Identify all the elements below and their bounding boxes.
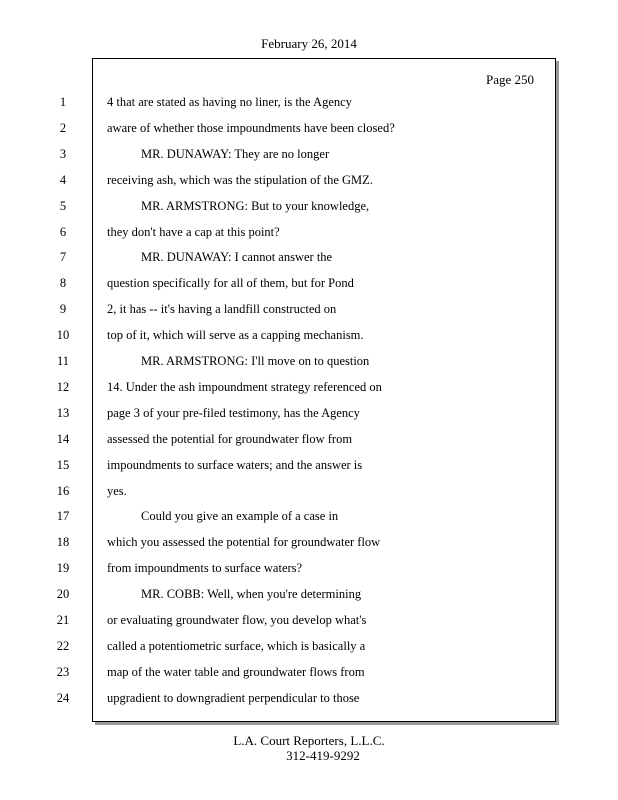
line-text: called a potentiometric surface, which is basically a — [107, 638, 366, 653]
line-text: page 3 of your pre-filed testimony, has the Agency — [107, 405, 360, 420]
line-number: 2 — [59, 120, 67, 135]
line-number: 13 — [56, 405, 70, 420]
line-number: 5 — [59, 198, 67, 213]
line-text: which you assessed the potential for groundwater flow — [107, 535, 381, 550]
footer-phone: 312-419-9292 — [286, 748, 360, 763]
line-text: or evaluating groundwater flow, you develop what's — [107, 613, 367, 627]
line-text: map of the water table and groundwater flows from — [107, 664, 365, 679]
line-number: 1 — [59, 95, 67, 109]
line-number: 17 — [56, 509, 70, 524]
line-number: 6 — [59, 224, 67, 239]
line-text: yes. — [107, 483, 127, 498]
line-number: 22 — [56, 638, 70, 653]
line-text: receiving ash, which was the stipulation of the GMZ. — [107, 172, 373, 187]
line-text: upgradient to downgradient perpendicular to those — [107, 690, 360, 705]
line-number: 14 — [56, 431, 70, 446]
line-text: Could you give an example of a case in — [141, 509, 339, 524]
line-text: MR. DUNAWAY: They are no longer — [141, 146, 330, 161]
line-number: 23 — [56, 664, 70, 679]
line-text: question specifically for all of them, but for Pond — [107, 276, 354, 291]
line-number: 9 — [59, 302, 67, 317]
header-date: February 26, 2014 — [261, 36, 357, 51]
line-number: 16 — [56, 483, 70, 498]
line-text: 14. Under the ash impoundment strategy referenced on — [107, 379, 382, 394]
line-text: assessed the potential for groundwater flow from — [107, 431, 353, 446]
line-number: 11 — [56, 354, 70, 368]
line-number: 18 — [56, 535, 70, 550]
line-text: from impoundments to surface waters? — [107, 561, 303, 576]
line-number: 24 — [56, 690, 70, 705]
line-text: MR. ARMSTRONG: But to your knowledge, — [141, 198, 370, 213]
line-number: 21 — [56, 613, 70, 627]
footer-company: L.A. Court Reporters, L.L.C. — [233, 733, 385, 748]
line-number: 7 — [59, 250, 67, 265]
page-number: Page 250 — [485, 72, 534, 87]
line-text: MR. ARMSTRONG: I'll move on to question — [141, 354, 370, 368]
line-number: 20 — [56, 587, 70, 602]
line-text: 4 that are stated as having no liner, is the Agency — [107, 95, 352, 109]
line-text: MR. DUNAWAY: I cannot answer the — [141, 250, 333, 265]
line-number: 12 — [56, 379, 70, 394]
line-number: 3 — [59, 146, 67, 161]
line-text: MR. COBB: Well, when you're determining — [141, 587, 362, 602]
line-number: 4 — [59, 172, 67, 187]
line-text: 2, it has -- it's having a landfill constructed on — [107, 302, 337, 317]
line-number: 19 — [56, 561, 70, 576]
line-text: impoundments to surface waters; and the answer is — [107, 457, 363, 472]
line-number: 8 — [59, 276, 67, 291]
line-number: 10 — [56, 328, 70, 343]
line-text: aware of whether those impoundments have been closed? — [107, 120, 395, 135]
line-text: they don't have a cap at this point? — [107, 224, 280, 239]
line-number: 15 — [56, 457, 70, 472]
line-text: top of it, which will serve as a capping mechanism. — [107, 328, 364, 343]
